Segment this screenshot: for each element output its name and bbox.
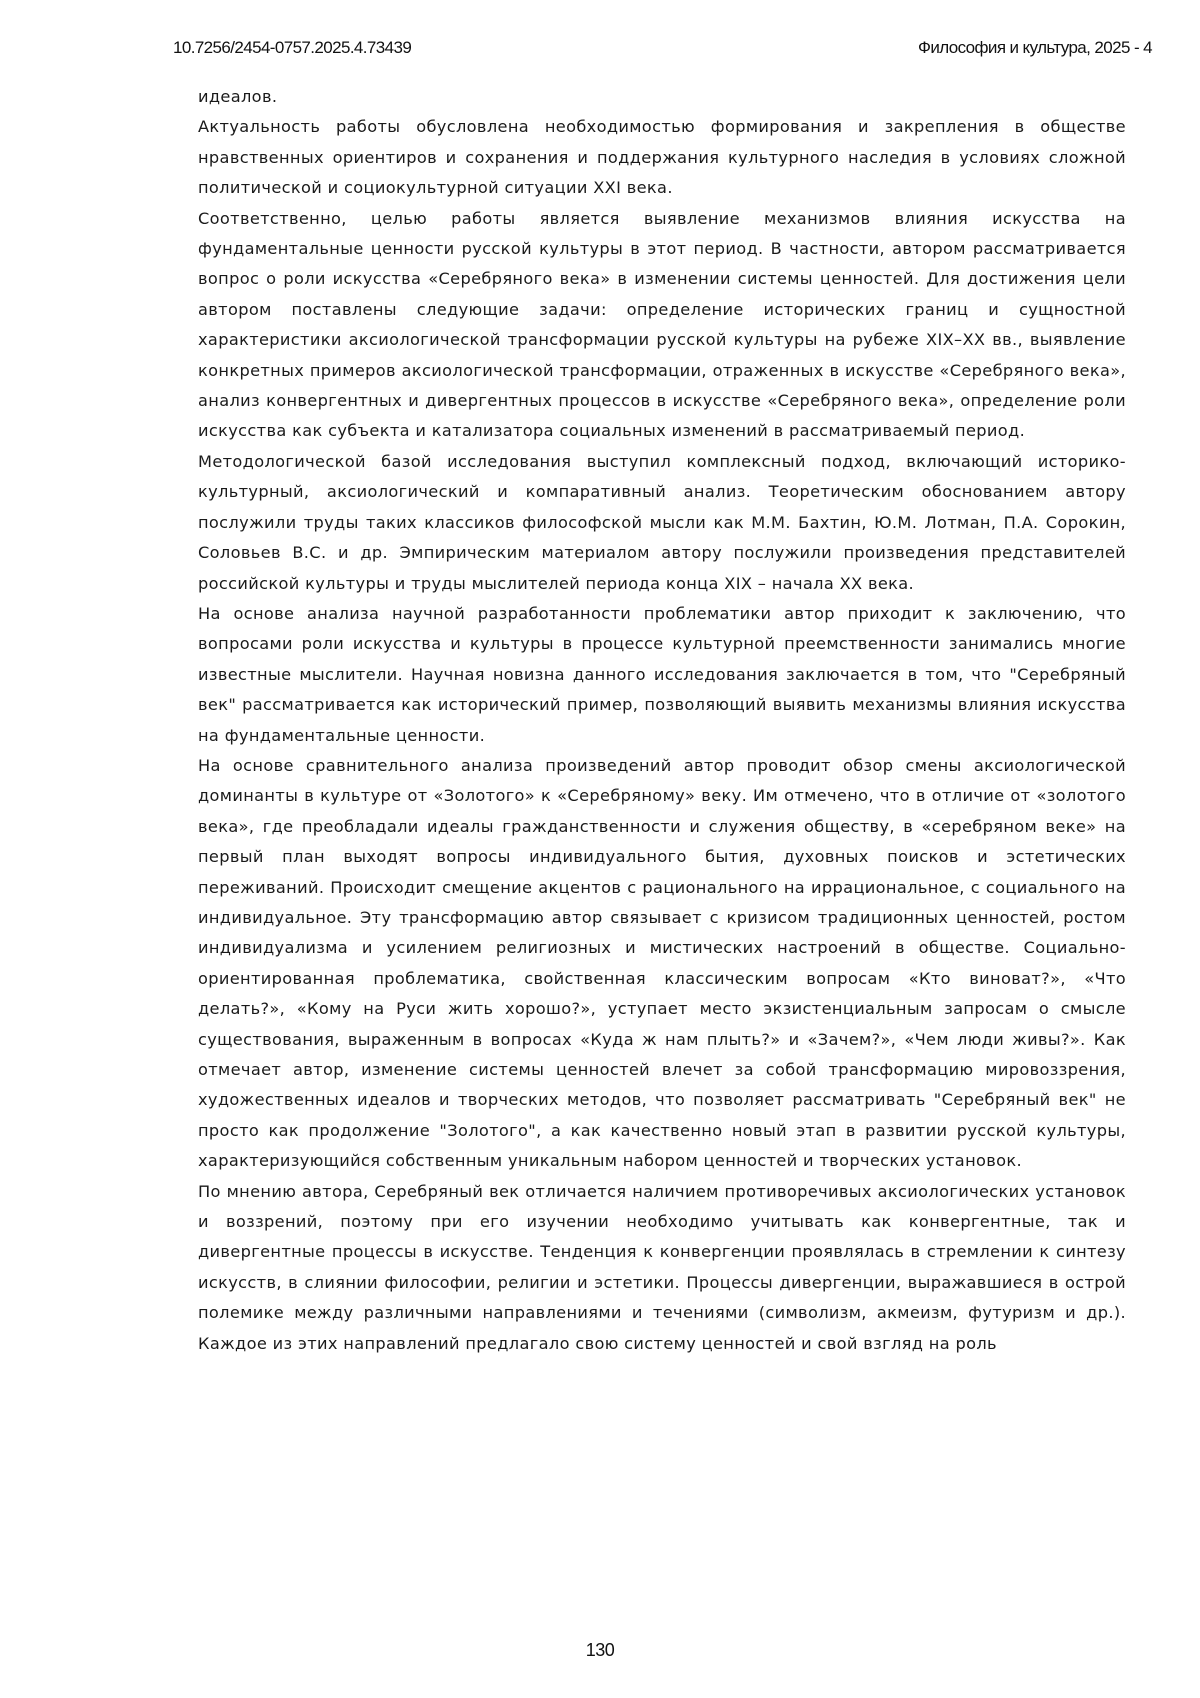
doi-label: 10.7256/2454-0757.2025.4.73439 <box>173 38 411 58</box>
paragraph-3: Соответственно, целью работы является выявление механизмов влияния искусства на фундаментальные ценности русской культуры в этот период. В частности, автором рассматривается вопрос о роли искусства «Серебряного века» в изменении системы ценностей. Для достижения цели автором поставлены следующие задачи: определение исторических границ и сущностной характеристики аксиологической трансформации русской культуры на рубеже XIX–XX вв., выявление конкретных примеров аксиологической трансформации, отраженных в искусстве «Серебряного века», анализ конвергентных и дивергентных процессов в искусстве «Серебряного века», определение роли искусства как субъекта и катализатора социальных изменений в рассматриваемый период. <box>198 204 1126 447</box>
article-body <box>198 82 1126 1359</box>
paragraph-1: идеалов. <box>198 82 1126 112</box>
paragraph-6: На основе сравнительного анализа произведений автор проводит обзор смены аксиологической доминанты в культуре от «Золотого» к «Серебряному» веку. Им отмечено, что в отличие от «золотого века», где преобладали идеалы гражданственности и служения обществу, в «серебряном веке» на первый план выходят вопросы индивидуального бытия, духовных поисков и эстетических переживаний. Происходит смещение акцентов с рационального на иррациональное, с социального на индивидуальное. Эту трансформацию автор связывает с кризисом традиционных ценностей, ростом индивидуализма и усилением религиозных и мистических настроений в обществе. Социально-ориентированная проблематика, свойственная классическим вопросам «Кто виноват?», «Что делать?», «Кому на Руси жить хорошо?», уступает место экзистенциальным запросам о смысле существования, выраженным в вопросах «Куда ж нам плыть?» и «Зачем?», «Чем люди живы?». Как отмечает автор, изменение системы ценностей влечет за собой трансформацию мировоззрения, художественных идеалов и творческих методов, что позволяет рассматривать "Серебряный век" не просто как продолжение "Золотого", а как качественно новый этап в развитии русской культуры, характеризующийся собственным уникальным набором ценностей и творческих установок. <box>198 751 1126 1177</box>
paragraph-7: По мнению автора, Серебряный век отличается наличием противоречивых аксиологических установок и воззрений, поэтому при его изучении необходимо учитывать как конвергентные, так и дивергентные процессы в искусстве. Тенденция к конвергенции проявлялась в стремлении к синтезу искусств, в слиянии философии, религии и эстетики. Процессы дивергенции, выражавшиеся в острой полемике между различными направлениями и течениями (символизм, акмеизм, футуризм и др.). Каждое из этих направлений предлагало свою систему ценностей и свой взгляд на роль <box>198 1177 1126 1359</box>
journal-title: Философия и культура, 2025 - 4 <box>918 38 1152 58</box>
paragraph-2: Актуальность работы обусловлена необходимостью формирования и закрепления в обществе нравственных ориентиров и сохранения и поддержания культурного наследия в условиях сложной политической и социокультурной ситуации XXI века. <box>198 112 1126 203</box>
running-header <box>173 38 1152 60</box>
paragraph-5: На основе анализа научной разработанности проблематики автор приходит к заключению, что вопросами роли искусства и культуры в процессе культурной преемственности занимались многие известные мыслители. Научная новизна данного исследования заключается в том, что "Серебряный век" рассматривается как исторический пример, позволяющий выявить механизмы влияния искусства на фундаментальные ценности. <box>198 599 1126 751</box>
paragraph-4: Методологической базой исследования выступил комплексный подход, включающий историко-культурный, аксиологический и компаративный анализ. Теоретическим обоснованием автору послужили труды таких классиков философской мысли как М.М. Бахтин, Ю.М. Лотман, П.А. Сорокин, Соловьев В.С. и др. Эмпирическим материалом автору послужили произведения представителей российской культуры и труды мыслителей периода конца XIX – начала XX века. <box>198 447 1126 599</box>
page-number: 130 <box>0 1640 1200 1661</box>
